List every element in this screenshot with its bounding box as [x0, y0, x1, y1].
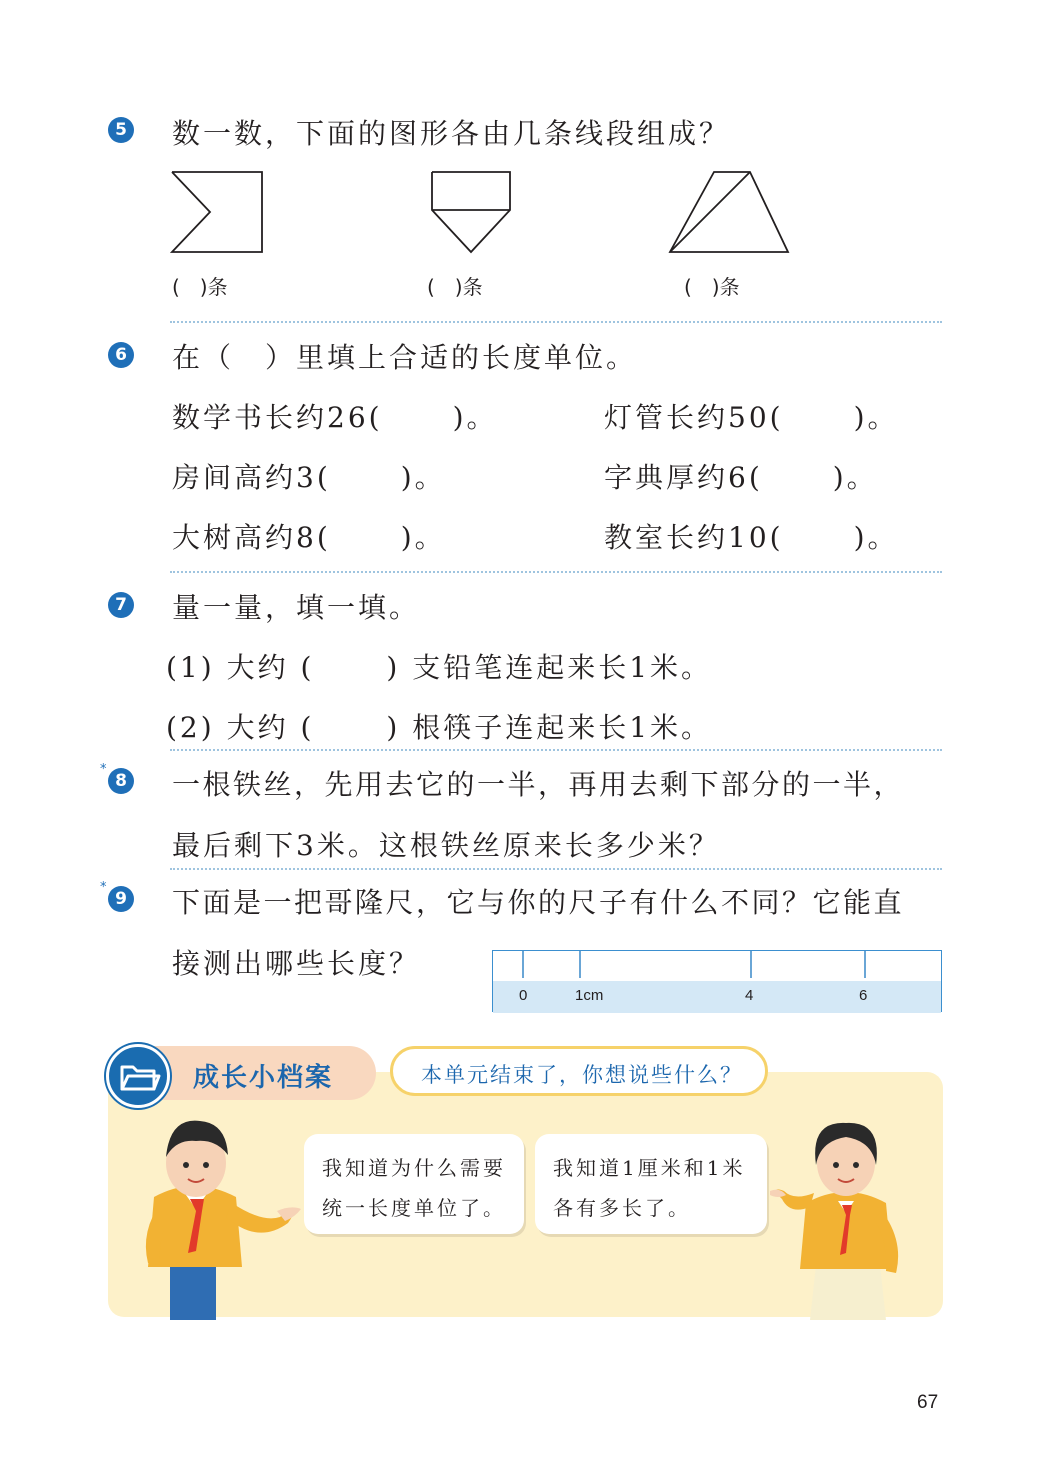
q7-item-1 — [166, 646, 712, 686]
ruler-tick — [522, 951, 524, 978]
growth-prompt-bubble — [390, 1046, 768, 1096]
q6-item-label: 教室长约10( — [604, 521, 784, 554]
q6-item-label: 数学书长约26( — [172, 401, 383, 434]
q6-row-3-right — [604, 516, 899, 556]
q6-item-close: )。 — [853, 401, 899, 434]
girl-illustration — [766, 1115, 926, 1320]
divider — [170, 749, 942, 751]
q7-item-prefix: (2) 大约 ( — [166, 711, 315, 744]
ruler-label: 1cm — [575, 987, 604, 1004]
challenge-star: * — [100, 762, 107, 777]
shape-figure-1 — [168, 168, 268, 258]
ruler-tick — [864, 951, 866, 978]
q6-item-label: 大树高约8( — [172, 521, 331, 554]
q6-item-close: )。 — [400, 521, 446, 554]
question-number-6: 6 — [108, 342, 134, 368]
growth-archive-title: 成长小档案 — [193, 1063, 334, 1093]
q6-item-label: 字典厚约6( — [604, 461, 763, 494]
shape-figure-3 — [666, 168, 792, 258]
question-8-line-2: 最后剩下3米。这根铁丝原来长多少米？ — [172, 829, 720, 862]
question-5-text: 数一数，下面的图形各由几条线段组成？ — [172, 117, 731, 150]
question-number-9: 9 — [108, 886, 134, 912]
folder-icon — [106, 1044, 170, 1108]
q6-row-3-left — [172, 516, 446, 556]
q7-item-2 — [166, 706, 712, 746]
q7-item-suffix: ) 根筷子连起来长1米。 — [386, 711, 713, 744]
ruler-tick — [579, 951, 581, 978]
challenge-star: * — [100, 880, 107, 895]
shape-figure-2 — [428, 168, 514, 258]
q6-item-close: )。 — [853, 521, 899, 554]
question-9-line-2: 接测出哪些长度？ — [172, 947, 421, 980]
q6-row-2-right — [604, 456, 878, 496]
speech-bubble-left — [304, 1134, 524, 1234]
q6-item-close: )。 — [832, 461, 878, 494]
question-8-line-1: 一根铁丝，先用去它的一半，再用去剩下部分的一半， — [172, 768, 905, 801]
bubble-line: 各有多长了。 — [553, 1196, 691, 1220]
speech-bubble-right — [535, 1134, 767, 1234]
boy-illustration — [132, 1115, 304, 1320]
page-number: 67 — [917, 1392, 939, 1413]
question-6-text: 在（ ）里填上合适的长度单位。 — [172, 341, 638, 374]
ruler-tick — [750, 951, 752, 978]
divider — [170, 868, 942, 870]
q6-item-close: )。 — [452, 401, 498, 434]
q6-row-2-left — [172, 456, 446, 496]
question-number-5: 5 — [108, 117, 134, 143]
q7-item-suffix: ) 支铅笔连起来长1米。 — [386, 651, 713, 684]
q6-item-label: 房间高约3( — [172, 461, 331, 494]
bubble-line: 我知道为什么需要 — [322, 1156, 506, 1180]
q6-item-close: )。 — [400, 461, 446, 494]
ruler-label: 6 — [859, 987, 868, 1004]
answer-blank-3[interactable]: ( )条 — [684, 275, 740, 299]
answer-blank-2[interactable]: ( )条 — [427, 275, 483, 299]
ruler-label: 4 — [745, 987, 754, 1004]
question-7-text: 量一量，填一填。 — [172, 591, 421, 624]
golomb-ruler — [492, 950, 942, 1012]
q6-item-label: 灯管长约50( — [604, 401, 784, 434]
question-number-8: 8 — [108, 768, 134, 794]
ruler-label: 0 — [519, 987, 528, 1004]
question-9-line-1: 下面是一把哥隆尺，它与你的尺子有什么不同？它能直 — [172, 886, 905, 919]
answer-blank-1[interactable]: ( )条 — [172, 275, 228, 299]
bubble-line: 统一长度单位了。 — [322, 1196, 506, 1220]
question-number-7: 7 — [108, 592, 134, 618]
q7-item-prefix: (1) 大约 ( — [166, 651, 315, 684]
q6-row-1-right — [604, 396, 899, 436]
divider — [170, 321, 942, 323]
bubble-line: 我知道1厘米和1米 — [553, 1156, 746, 1180]
q6-row-1-left — [172, 396, 498, 436]
ruler-label-strip — [493, 981, 941, 1013]
growth-prompt-text: 本单元结束了，你想说些什么？ — [421, 1063, 743, 1087]
divider — [170, 571, 942, 573]
